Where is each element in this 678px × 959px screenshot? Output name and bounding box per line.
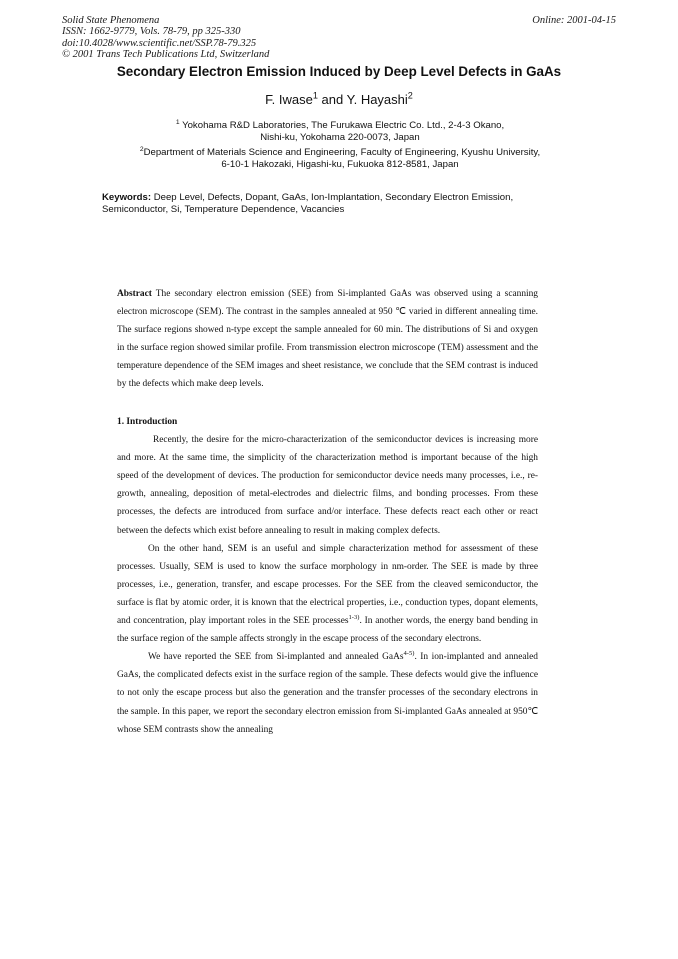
section-heading: 1. Introduction — [117, 417, 178, 427]
copyright-line: © 2001 Trans Tech Publications Ltd, Switzerland — [62, 48, 270, 60]
online-date: Online: 2001-04-15 — [532, 15, 616, 26]
author-conjunction: and — [317, 92, 347, 107]
paper-title: Secondary Electron Emission Induced by Deep Level Defects in GaAs — [116, 64, 562, 79]
journal-name: Solid State Phenomena — [62, 15, 160, 26]
affiliation-2: $^2$Department of Materials Science and Engineering, Faculty of Engineering, Kyushu University, 6-10-1 Hakozaki, Higashi-ku, Fukuoka 812-8581, Japan — [139, 145, 541, 171]
author-2-affil: 2 — [407, 90, 413, 101]
abstract-label: Abstract — [117, 289, 152, 299]
intro-paragraph-3: We have reported the SEE from Si-implanted and annealed GaAs$^{4-5)}$. In ion-implanted and annealed GaAs, the complicated defects exist in the surface region of the sample. These defects would give the influence to not only the escape process but also the generation and the transfer processes of the secondary electrons in the sample. In this paper, we report the secondary electron emission from Si-implanted GaAs annealed at 950℃ whose SEM contrasts show the annealing — [117, 650, 538, 735]
keywords-text: Deep Level, Defects, Dopant, GaAs, Ion-Implantation, Secondary Electron Emission, Semiconductor, Si, Temperature Dependence, Vacancies — [102, 192, 514, 216]
introduction-section — [117, 413, 538, 739]
keywords — [102, 192, 556, 217]
intro-paragraph-2: On the other hand, SEM is an useful and simple characterization method for assessment of these processes. Usually, SEM is used to know the surface morphology in nm-order. The SEE is made by three processes, i.e., generation, transfer, and escape processes. For the SEE from the cleaved semiconductor, the surface is flat by atomic order, it is known that the electrical properties, i.e., conduction types, dopant elements, and concentration, play important roles in the SEE processes$^{1-3)}$. In another words, the energy band bending in the surface region of the sample affects strongly in the escape process of the secondary electrons. — [117, 543, 538, 645]
author-1: F. Iwase — [265, 92, 313, 107]
keywords-label: Keywords: — [102, 192, 152, 203]
intro-paragraph-1: Recently, the desire for the micro-characterization of the semiconductor devices is increasing more and more. At the same time, the simplicity of the characterization method is important because of the high speed of the development of devices. The production for semiconductor device needs many processes, i.e., re-growth, annealing, deposition of metal-electrodes and dielectric films, and bonding processes. From these processes, the defects are introduced from surface and/or interface. These defects react each other or react between the defects which exist before annealing to result in making complex defects. — [117, 435, 538, 536]
abstract-text: The secondary electron emission (SEE) from Si-implanted GaAs was observed using a scanning electron microscope (SEM). The contrast in the samples annealed at 950 ℃ varied in different annealing time. The surface regions showed n-type except the sample annealed for 60 min. The distributions of Si and oxygen in the surface region showed similar profile. From transmission electron microscope (TEM) assessment and the temperature dependence of the SEM images and sheet resistance, we conclude that the SEM contrast is induced by the defects which make deep levels. — [117, 289, 538, 390]
journal-header — [62, 15, 382, 60]
citation-ref: 4-5) — [403, 650, 415, 658]
author-line — [0, 92, 678, 107]
affiliation-1: $^1$ Yokohama R&D Laboratories, The Furukawa Electric Co. Ltd., 2-4-3 Okano, Nishi-ku, Yokohama 220-0073, Japan — [175, 118, 505, 144]
issn-line: ISSN: 1662-9779, Vols. 78-79, pp 325-330 — [62, 26, 241, 38]
citation-ref: 1-3) — [348, 613, 360, 621]
author-1-affil: 1 — [312, 90, 318, 101]
abstract — [117, 285, 538, 394]
doi-line: doi:10.4028/www.scientific.net/SSP.78-79.325 — [62, 37, 257, 49]
author-2: Y. Hayashi — [346, 92, 408, 107]
